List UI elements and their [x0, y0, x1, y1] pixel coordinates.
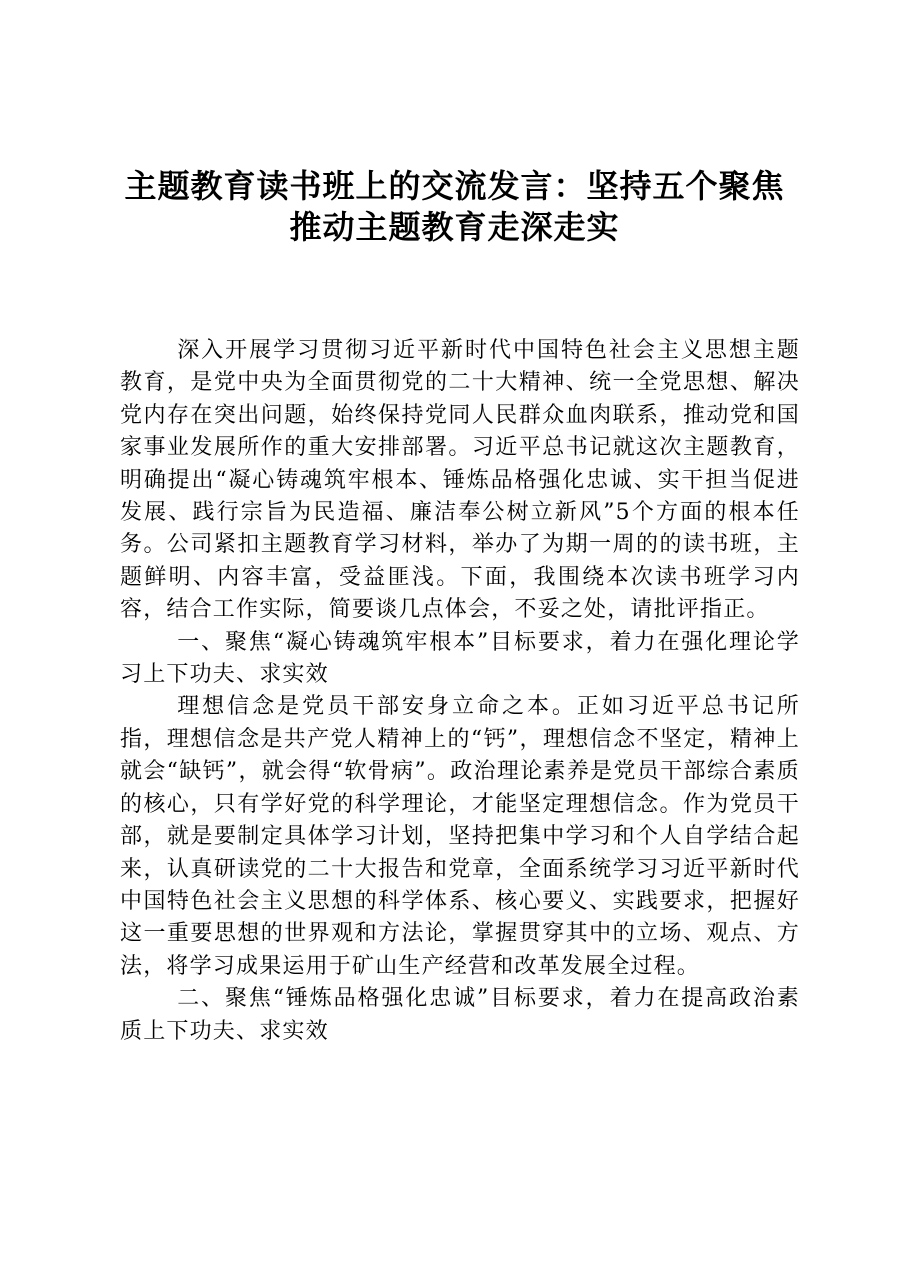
section-heading-2: 二、聚焦“锤炼品格强化忠诚”目标要求，着力在提高政治素质上下功夫、求实效 — [120, 986, 800, 1044]
section-1-paragraph: 理想信念是党员干部安身立命之本。正如习近平总书记所指，理想信念是共产党人精神上的“钙”，理想信念不坚定，精神上就会“缺钙”，就会得“软骨病”。政治理论素养是党员干部综合素质的核心，只有学好党的科学理论，才能坚定理想信念。作为党员干部，就是要制定具体学习计划，坚持把集中学习和个人自学结合起来，认真研读党的二十大报告和党章，全面系统学习习近平新时代中国特色社会主义思想的科学体系、核心要义、实践要求，把握好这一重要思想的世界观和方法论，掌握贯穿其中的立场、观点、方法，将学习成果运用于矿山生产经营和改革发展全过程。 — [120, 694, 800, 979]
intro-paragraph: 深入开展学习贯彻习近平新时代中国特色社会主义思想主题教育，是党中央为全面贯彻党的二十大精神、统一全党思想、解决党内存在突出问题，始终保持党同人民群众血肉联系，推动党和国家事业发展所作的重大安排部署。习近平总书记就这次主题教育，明确提出“凝心铸魂筑牢根本、锤炼品格强化忠诚、实干担当促进发展、践行宗旨为民造福、廉洁奉公树立新风”5个方面的根本任务。公司紧扣主题教育学习材料，举办了为期一周的的读书班，主题鲜明、内容丰富，受益匪浅。下面，我围绕本次读书班学习内容，结合工作实际，简要谈几点体会，不妥之处，请批评指正。 — [120, 338, 800, 623]
section-heading-1: 一、聚焦“凝心铸魂筑牢根本”目标要求，着力在强化理论学习上下功夫、求实效 — [120, 629, 800, 688]
document-title-line-2: 推动主题教育走深走实 — [289, 208, 620, 246]
document-title-line-1: 主题教育读书班上的交流发言：坚持五个聚焦 — [124, 167, 785, 205]
document-body — [120, 335, 800, 1048]
